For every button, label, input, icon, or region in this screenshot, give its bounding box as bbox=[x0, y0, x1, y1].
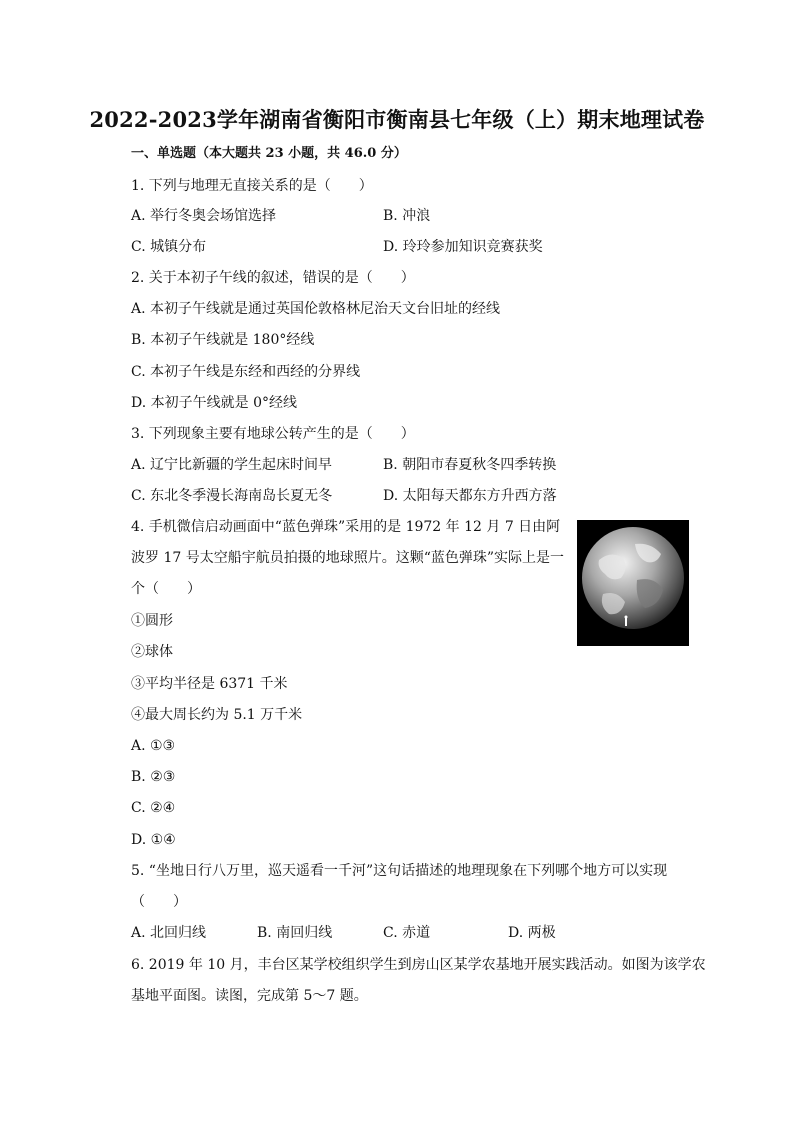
question-2-stem: 2. 关于本初子午线的叙述，错误的是（ ） bbox=[131, 270, 415, 286]
exam-title: 2022-2023学年湖南省衡阳市衡南县七年级（上）期末地理试卷 bbox=[89, 107, 705, 132]
question-4-stem-line-3: 个（ ） bbox=[131, 581, 201, 597]
question-4-option-a: A. ①③ bbox=[131, 738, 176, 754]
question-5-stem-line-2: （ ） bbox=[131, 894, 187, 910]
question-2-option-b: B. 本初子午线就是 180°经线 bbox=[131, 332, 315, 348]
earth-globe bbox=[582, 527, 684, 629]
question-4-option-b: B. ②③ bbox=[131, 769, 176, 785]
section-header: 一、单选题（本大题共 23 小题，共 46.0 分） bbox=[131, 146, 407, 161]
question-4-stem-line-1: 4. 手机微信启动画面中“蓝色弹珠”采用的是 1972 年 12 月 7 日由阿 bbox=[131, 519, 561, 535]
question-4-option-c: C. ②④ bbox=[131, 800, 176, 816]
question-1-option-c: C. 城镇分布 bbox=[131, 239, 207, 255]
question-6-stem-line-1: 6. 2019 年 10 月，丰台区某学校组织学生到房山区某学农基地开展实践活动。如图为该学农 bbox=[131, 957, 706, 973]
question-3-option-b: B. 朝阳市春夏秋冬四季转换 bbox=[383, 457, 557, 473]
earth-illustration bbox=[577, 520, 689, 646]
question-1-option-d: D. 玲玲参加知识竞赛获奖 bbox=[383, 239, 543, 255]
question-3-option-c: C. 东北冬季漫长海南岛长夏无冬 bbox=[131, 488, 333, 504]
astronaut-silhouette-icon bbox=[625, 618, 627, 626]
question-2-option-a: A. 本初子午线就是通过英国伦敦格林尼治天文台旧址的经线 bbox=[131, 301, 501, 317]
question-5-stem-line-1: 5. “坐地日行八万里，巡天遥看一千河”这句话描述的地理现象在下列哪个地方可以实现 bbox=[131, 863, 668, 879]
question-3-option-a: A. 辽宁比新疆的学生起床时间早 bbox=[131, 457, 333, 473]
question-4-statement-3: ③平均半径是 6371 千米 bbox=[131, 676, 288, 692]
question-1-stem: 1. 下列与地理无直接关系的是（ ） bbox=[131, 178, 373, 194]
question-5-option-a: A. 北回归线 bbox=[131, 925, 207, 941]
question-3-option-d: D. 太阳每天都东方升西方落 bbox=[383, 488, 557, 504]
question-4-statement-4: ④最大周长约为 5.1 万千米 bbox=[131, 707, 303, 723]
question-1-option-b: B. 冲浪 bbox=[383, 208, 431, 224]
question-6-stem-line-2: 基地平面图。读图，完成第 5～7 题。 bbox=[131, 988, 368, 1004]
question-4-statement-1: ①圆形 bbox=[131, 613, 173, 629]
question-2-option-c: C. 本初子午线是东经和西经的分界线 bbox=[131, 364, 361, 380]
question-5-option-d: D. 两极 bbox=[508, 925, 556, 941]
question-4-statement-2: ②球体 bbox=[131, 644, 173, 660]
question-1-option-a: A. 举行冬奥会场馆选择 bbox=[131, 208, 277, 224]
blue-marble-earth-photo bbox=[577, 520, 689, 646]
question-5-option-b: B. 南回归线 bbox=[257, 925, 333, 941]
question-2-option-d: D. 本初子午线就是 0°经线 bbox=[131, 395, 297, 411]
question-3-stem: 3. 下列现象主要有地球公转产生的是（ ） bbox=[131, 426, 415, 442]
question-5-option-c: C. 赤道 bbox=[383, 925, 431, 941]
question-4-option-d: D. ①④ bbox=[131, 832, 176, 848]
question-4-stem-line-2: 波罗 17 号太空船宇航员拍摄的地球照片。这颗“蓝色弹珠”实际上是一 bbox=[131, 550, 565, 566]
